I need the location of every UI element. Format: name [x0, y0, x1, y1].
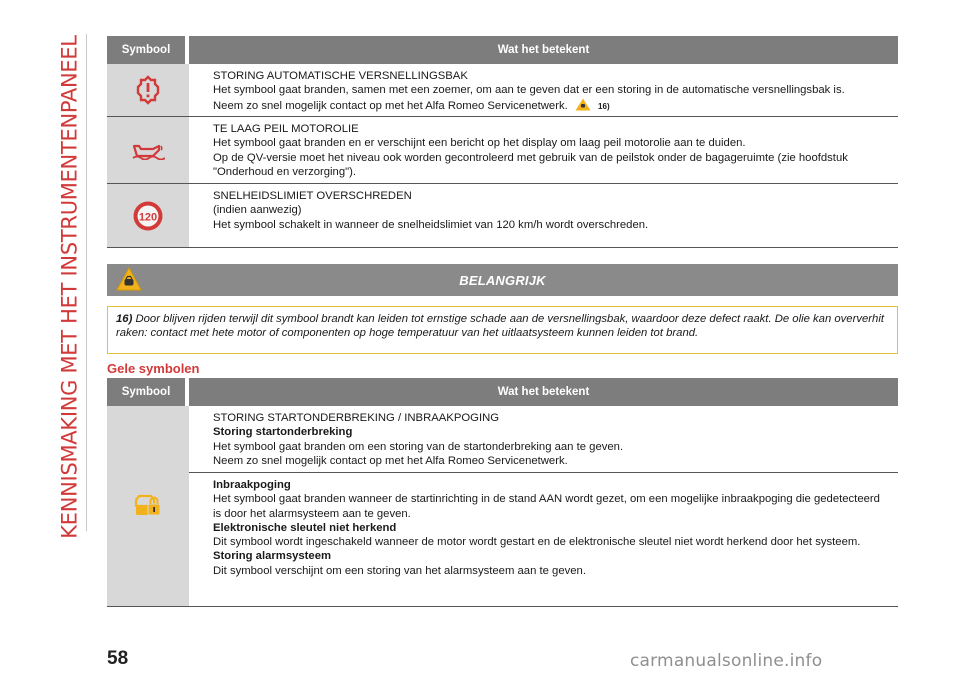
- table-row: 120 SNELHEIDSLIMIET OVERSCHREDEN (indien aanwezig) Het symbool schakelt in wanneer de snelheidslimiet van 120 km/h wordt overschreden.: [107, 184, 898, 248]
- header-meaning: Wat het betekent: [497, 386, 590, 398]
- table-header: [107, 378, 898, 406]
- side-divider: [86, 34, 87, 531]
- speed-limit-120-icon: [132, 200, 164, 232]
- important-note: 16) Door blijven rijden terwijl dit symbool brandt kan leiden tot ernstige schade aan de versnellingsbak, waardoor deze defect raakt. De olie kan oververhit raken: contact met hete motor of componenten op hoge temperatuur van het uitlaatsysteem kunnen leiden tot brand.: [107, 306, 898, 354]
- yellow-symbols-table: [107, 378, 898, 607]
- table-row: [107, 406, 898, 607]
- footnote-ref: 16): [598, 101, 610, 111]
- table-row: STORING AUTOMATISCHE VERSNELLINGSBAK Het symbool gaat branden, samen met een zoemer, om aan te geven dat er een storing in de automatische versnellingsbak is. Neem zo snel mogelijk contact op met het Alfa Romeo Servicenetwerk. 16): [107, 64, 898, 117]
- important-label: BELANGRIJK: [459, 272, 546, 288]
- important-banner: [107, 264, 898, 296]
- header-symbol: Symbool: [121, 44, 171, 56]
- page-number: 58: [107, 648, 129, 669]
- immobilizer-lock-icon: [133, 493, 163, 519]
- warning-triangle-icon: [116, 267, 142, 291]
- red-symbols-table: [107, 36, 898, 248]
- svg-text:120: 120: [138, 210, 158, 223]
- table-header: [107, 36, 898, 64]
- warning-triangle-icon: [575, 98, 591, 111]
- side-chapter-title: KENNISMAKING MET HET INSTRUMENTENPANEEL: [58, 35, 82, 539]
- header-meaning: Wat het betekent: [497, 44, 590, 56]
- header-symbol: Symbool: [121, 386, 171, 398]
- table-row: TE LAAG PEIL MOTOROLIE Het symbool gaat branden en er verschijnt een bericht op het display om laag peil motorolie aan te duiden. Op de QV-versie moet het niveau ook worden gecontroleerd met gebruik van de peilstok onder de bagageruimte (zie hoofdstuk "Onderhoud en verzorging").: [107, 117, 898, 184]
- meaning-cell: STORING STARTONDERBREKING / INBRAAKPOGING Storing startonderbreking Het symbool gaat branden om een storing van de startonderbreking aan te geven. Neem zo snel mogelijk contact op met het Alfa Romeo Servicenetwerk.: [213, 412, 624, 467]
- oil-level-icon: [131, 140, 165, 160]
- footnote-ref: 16): [116, 313, 133, 325]
- watermark: carmanualsonline.info: [630, 651, 823, 671]
- meaning-cell: Inbraakpoging Het symbool gaat branden wanneer de startinrichting in de stand AAN wordt gezet, om een mogelijke inbraakpoging die gedetecteerd is door het alarmsysteem aan te geven. Elektronische sleutel niet herkend Dit symbool wordt ingeschakeld wanneer de motor wordt gestart en de elektronische sleutel niet wordt herkend door het systeem. Storing alarmsysteem Dit symbool verschijnt om een storing van het alarmsysteem aan te geven.: [189, 472, 898, 584]
- section-title: Gele symbolen: [107, 361, 200, 376]
- transmission-fault-icon: [133, 75, 163, 105]
